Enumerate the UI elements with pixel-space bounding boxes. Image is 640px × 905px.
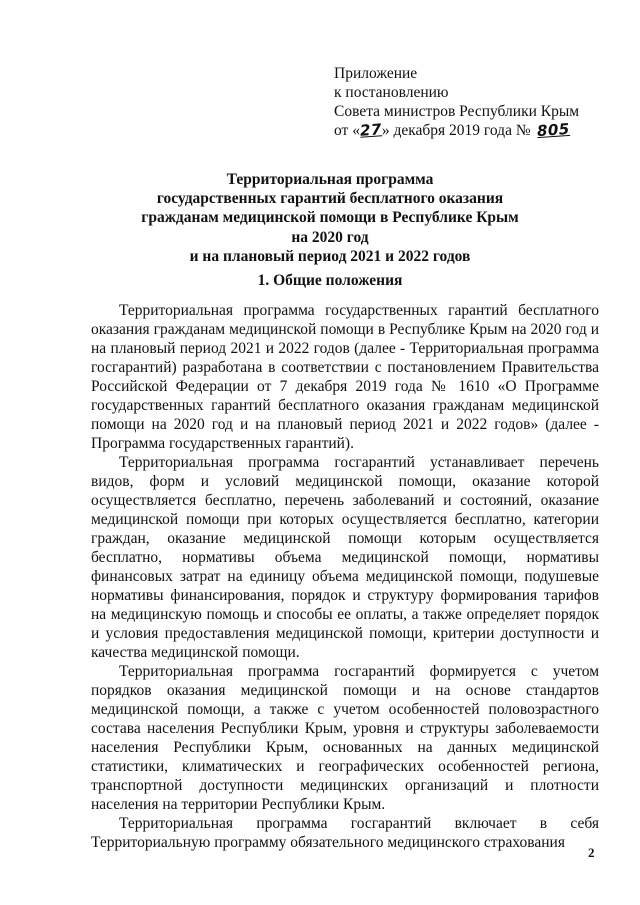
title-line-3: гражданам медицинской помощи в Республике Крым	[141, 209, 519, 227]
title-line-5: и на плановый период 2021 и 2022 годов	[189, 247, 471, 265]
title-line-4: на 2020 год	[291, 228, 369, 246]
paragraph-3: Территориальная программа госгарантий формируется с учетом порядков оказания медицинской помощи и на основе стандартов медицинской помощи, а также с учетом особенностей половозрастного состава населения Республики Крым, уровня и структуры заболеваемости населения Республики Крым, основанных на данных медицинской статистики, климатических и географических особенностей региона, транспортной доступности медицинских организаций и плотности населения на территории Республики Крым.	[91, 663, 599, 813]
title-line-1: Территориальная программа	[226, 171, 434, 188]
handwritten-doc-number: 805	[535, 119, 570, 141]
date-prefix: от «	[334, 122, 360, 139]
appendix-date-line	[334, 121, 579, 140]
appendix-label: Приложение	[334, 65, 418, 82]
section-heading: 1. Общие положения	[257, 272, 403, 289]
page-number: 2	[588, 845, 595, 860]
paragraph-2: Территориальная программа госгарантий устанавливает перечень видов, форм и условий медицинской помощи, оказание которой осуществляется бесплатно, перечень заболеваний и состояний, оказание медицинской помощи при которых осуществляется бесплатно, категории граждан, оказание медицинской помощи которым осуществляется бесплатно, нормативы объема медицинской помощи, нормативы финансовых затрат на единицу объема медицинской помощи, подушевые нормативы финансирования, порядок и структуру формирования тарифов на медицинскую помощь и способы ее оплаты, а также определяет порядок и условия предоставления медицинской помощи, критерии доступности и качества медицинской помощи.	[91, 454, 599, 661]
paragraph-1: Территориальная программа государственных гарантий бесплатного оказания гражданам медицинской помощи в Республике Крым на 2020 год и на плановый период 2021 и 2022 годов (далее - Территориальная программа госгарантий) разработана в соответствии с постановлением Правительства Российской Федерации от 7 декабря 2019 года № 1610 «О Программе государственных гарантий бесплатного оказания гражданам медицинской помощи на 2020 год и на плановый период 2021 и 2022 годов» (далее - Программа государственных гарантий).	[91, 302, 599, 452]
document-body	[91, 301, 599, 852]
appendix-block	[334, 64, 579, 140]
handwritten-day: 27	[359, 120, 383, 140]
title-line-2: государственных гарантий бесплатного оказания	[156, 190, 504, 208]
appendix-resolution-line: к постановлению	[334, 84, 449, 101]
date-suffix: » декабря 2019 года №	[381, 122, 531, 139]
paragraph-4: Территориальная программа госгарантий включает в себя Территориальную программу обязательного медицинского страхования	[91, 815, 599, 851]
document-title	[80, 170, 580, 266]
appendix-issuer-line: Совета министров Республики Крым	[334, 103, 580, 120]
